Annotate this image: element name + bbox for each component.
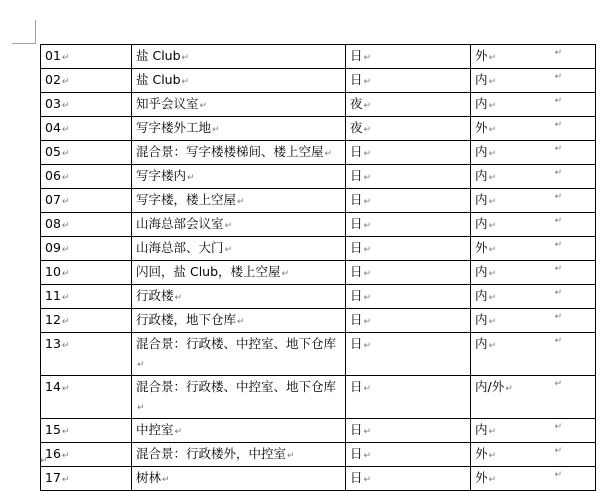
- cell-interior-exterior[interactable]: [471, 93, 596, 117]
- end-paragraph-mark: ↵: [40, 456, 48, 466]
- cell-scene-number[interactable]: [41, 285, 132, 309]
- cell-end-mark: ↵: [287, 451, 295, 461]
- cell-scene-location[interactable]: [132, 376, 346, 419]
- table-row: [41, 117, 596, 141]
- cell-day-night[interactable]: [346, 376, 471, 419]
- row-end-mark: ↵: [554, 48, 562, 58]
- cell-interior-exterior-text: 外: [475, 470, 488, 485]
- cell-scene-location[interactable]: [132, 45, 346, 69]
- cell-day-night-text: 日: [350, 336, 363, 351]
- row-end-mark: ↵: [554, 288, 562, 298]
- cell-scene-location-text: 行政楼，地下仓库: [136, 312, 237, 327]
- cell-day-night[interactable]: [346, 141, 471, 165]
- cell-interior-exterior[interactable]: [471, 237, 596, 261]
- cell-end-mark: ↵: [61, 197, 70, 207]
- cell-end-mark: ↵: [181, 77, 190, 87]
- row-end-mark: ↵: [554, 470, 562, 480]
- cell-end-mark: ↵: [174, 293, 183, 303]
- table-row: [41, 141, 596, 165]
- cell-scene-location-text: 写字楼外工地: [136, 120, 212, 135]
- cell-scene-number-text: 05: [45, 144, 61, 159]
- cell-day-night-text: 日: [350, 168, 363, 183]
- page-margin-corner-horizontal: [12, 43, 36, 44]
- cell-day-night[interactable]: [346, 165, 471, 189]
- cell-scene-location-text: 混合景：写字楼楼梯间、楼上空屋: [136, 144, 324, 159]
- cell-end-mark: ↵: [363, 384, 372, 394]
- cell-scene-location[interactable]: [132, 141, 346, 165]
- cell-end-mark: ↵: [488, 427, 497, 437]
- cell-interior-exterior-text: 内: [475, 96, 488, 111]
- cell-scene-number[interactable]: [41, 69, 132, 93]
- cell-scene-number[interactable]: [41, 93, 132, 117]
- cell-interior-exterior-text: 内: [475, 192, 488, 207]
- cell-day-night[interactable]: [346, 443, 471, 467]
- cell-end-mark: ↵: [181, 53, 190, 63]
- cell-interior-exterior-text: 外: [475, 48, 488, 63]
- cell-scene-number[interactable]: [41, 117, 132, 141]
- cell-end-mark: ↵: [363, 197, 372, 207]
- cell-scene-location-text: 写字楼内: [136, 168, 187, 183]
- cell-scene-number[interactable]: [41, 141, 132, 165]
- cell-scene-number[interactable]: [41, 419, 132, 443]
- row-end-mark: ↵: [554, 422, 562, 432]
- table-row: [41, 69, 596, 93]
- cell-end-mark: ↵: [224, 245, 233, 255]
- cell-end-mark: ↵: [61, 293, 70, 303]
- row-end-mark: ↵: [554, 216, 562, 226]
- cell-scene-location-text: 行政楼: [136, 288, 174, 303]
- cell-scene-location[interactable]: [132, 117, 346, 141]
- cell-scene-number-text: 16: [45, 446, 61, 461]
- cell-scene-location-text: 混合景：行政楼、中控室、地下仓库: [136, 379, 337, 394]
- cell-interior-exterior-text: 内: [475, 168, 488, 183]
- cell-interior-exterior[interactable]: [471, 117, 596, 141]
- cell-interior-exterior-text: 内: [475, 422, 488, 437]
- cell-end-mark: ↵: [363, 221, 372, 231]
- row-end-mark: ↵: [554, 379, 562, 389]
- cell-day-night[interactable]: [346, 117, 471, 141]
- cell-end-mark: ↵: [137, 403, 145, 413]
- cell-end-mark: ↵: [363, 317, 372, 327]
- cell-interior-exterior[interactable]: [471, 189, 596, 213]
- cell-day-night-text: 日: [350, 144, 363, 159]
- cell-interior-exterior-text: 内: [475, 144, 488, 159]
- cell-scene-number[interactable]: [41, 309, 132, 333]
- cell-scene-number[interactable]: [41, 165, 132, 189]
- table-row: [41, 213, 596, 237]
- table-row: [41, 285, 596, 309]
- cell-end-mark: ↵: [61, 475, 70, 485]
- row-end-mark: ↵: [554, 120, 562, 130]
- row-end-mark: ↵: [554, 192, 562, 202]
- cell-end-mark: ↵: [488, 451, 497, 461]
- cell-end-mark: ↵: [324, 149, 333, 159]
- scene-list-table: [40, 44, 596, 491]
- cell-scene-number-text: 09: [45, 240, 61, 255]
- row-end-mark: ↵: [554, 168, 562, 178]
- row-end-mark: ↵: [554, 336, 562, 346]
- cell-end-mark: ↵: [61, 101, 70, 111]
- cell-interior-exterior[interactable]: [471, 285, 596, 309]
- cell-scene-number-text: 15: [45, 422, 61, 437]
- scene-table-body: [41, 45, 596, 491]
- cell-scene-location-text: 山海总部会议室: [136, 216, 224, 231]
- cell-interior-exterior-text: 内: [475, 312, 488, 327]
- cell-scene-number[interactable]: [41, 237, 132, 261]
- table-row: [41, 237, 596, 261]
- cell-day-night[interactable]: [346, 45, 471, 69]
- cell-end-mark: ↵: [61, 173, 70, 183]
- cell-end-mark: ↵: [363, 451, 372, 461]
- cell-interior-exterior[interactable]: [471, 376, 596, 419]
- cell-scene-location-text: 盐 Club: [136, 72, 181, 87]
- cell-scene-number-text: 04: [45, 120, 61, 135]
- cell-day-night[interactable]: [346, 189, 471, 213]
- cell-interior-exterior-text: 内/外: [475, 379, 505, 394]
- table-row: [41, 376, 596, 419]
- cell-interior-exterior[interactable]: [471, 419, 596, 443]
- cell-day-night[interactable]: [346, 467, 471, 491]
- cell-end-mark: ↵: [212, 125, 220, 135]
- cell-day-night[interactable]: [346, 69, 471, 93]
- cell-interior-exterior-text: 内: [475, 288, 488, 303]
- cell-day-night[interactable]: [346, 419, 471, 443]
- cell-scene-number-text: 08: [45, 216, 61, 231]
- cell-end-mark: ↵: [363, 125, 372, 135]
- cell-day-night-text: 日: [350, 422, 363, 437]
- table-row: [41, 261, 596, 285]
- cell-end-mark: ↵: [237, 317, 245, 327]
- cell-scene-location[interactable]: [132, 69, 346, 93]
- cell-end-mark: ↵: [363, 269, 372, 279]
- cell-scene-location[interactable]: [132, 285, 346, 309]
- cell-scene-location[interactable]: [132, 419, 346, 443]
- table-row: [41, 443, 596, 467]
- cell-scene-location[interactable]: [132, 333, 346, 376]
- cell-end-mark: ↵: [488, 77, 497, 87]
- cell-day-night[interactable]: [346, 333, 471, 376]
- cell-end-mark: ↵: [363, 53, 372, 63]
- cell-day-night-text: 日: [350, 240, 363, 255]
- cell-end-mark: ↵: [61, 427, 70, 437]
- cell-end-mark: ↵: [363, 173, 372, 183]
- cell-day-night-text: 夜: [350, 120, 363, 135]
- cell-day-night[interactable]: [346, 285, 471, 309]
- cell-day-night[interactable]: [346, 213, 471, 237]
- cell-end-mark: ↵: [61, 384, 70, 394]
- cell-end-mark: ↵: [505, 384, 513, 394]
- cell-end-mark: ↵: [488, 293, 497, 303]
- table-row: [41, 333, 596, 376]
- cell-scene-number-text: 07: [45, 192, 61, 207]
- cell-end-mark: ↵: [162, 475, 170, 485]
- cell-day-night-text: 日: [350, 72, 363, 87]
- cell-interior-exterior[interactable]: [471, 69, 596, 93]
- cell-end-mark: ↵: [137, 360, 145, 370]
- cell-end-mark: ↵: [363, 245, 372, 255]
- cell-interior-exterior-text: 外: [475, 120, 488, 135]
- table-row: [41, 93, 596, 117]
- cell-interior-exterior-text: 内: [475, 216, 488, 231]
- cell-end-mark: ↵: [488, 475, 497, 485]
- row-end-mark: ↵: [554, 312, 562, 322]
- cell-scene-location[interactable]: [132, 261, 346, 285]
- cell-scene-number-text: 13: [45, 336, 61, 351]
- cell-scene-number-text: 14: [45, 379, 61, 394]
- cell-scene-location-text: 混合景：行政楼、中控室、地下仓库: [136, 336, 337, 351]
- row-end-mark: ↵: [554, 240, 562, 250]
- cell-interior-exterior[interactable]: [471, 45, 596, 69]
- cell-end-mark: ↵: [488, 101, 497, 111]
- cell-end-mark: ↵: [61, 77, 70, 87]
- cell-end-mark: ↵: [363, 101, 372, 111]
- table-row: [41, 165, 596, 189]
- cell-interior-exterior-text: 内: [475, 336, 488, 351]
- cell-day-night-text: 日: [350, 48, 363, 63]
- cell-interior-exterior[interactable]: [471, 309, 596, 333]
- cell-end-mark: ↵: [61, 451, 70, 461]
- cell-end-mark: ↵: [61, 221, 70, 231]
- cell-day-night-text: 日: [350, 192, 363, 207]
- cell-scene-number-text: 02: [45, 72, 61, 87]
- cell-scene-location-text: 知乎会议室: [136, 96, 199, 111]
- cell-scene-number[interactable]: [41, 333, 132, 376]
- cell-scene-number[interactable]: [41, 376, 132, 419]
- cell-day-night[interactable]: [346, 261, 471, 285]
- cell-scene-number[interactable]: [41, 467, 132, 491]
- cell-scene-number-text: 01: [45, 48, 61, 63]
- cell-scene-number-text: 10: [45, 264, 61, 279]
- cell-scene-number[interactable]: [41, 45, 132, 69]
- cell-end-mark: ↵: [488, 269, 497, 279]
- cell-day-night-text: 日: [350, 470, 363, 485]
- cell-end-mark: ↵: [488, 173, 497, 183]
- cell-end-mark: ↵: [363, 341, 372, 351]
- cell-interior-exterior[interactable]: [471, 467, 596, 491]
- cell-end-mark: ↵: [199, 101, 208, 111]
- cell-interior-exterior[interactable]: [471, 261, 596, 285]
- cell-end-mark: ↵: [61, 149, 70, 159]
- cell-scene-location[interactable]: [132, 443, 346, 467]
- cell-scene-location[interactable]: [132, 189, 346, 213]
- cell-end-mark: ↵: [61, 317, 70, 327]
- cell-interior-exterior[interactable]: [471, 333, 596, 376]
- cell-end-mark: ↵: [363, 293, 372, 303]
- cell-interior-exterior-text: 内: [475, 264, 488, 279]
- cell-scene-number[interactable]: [41, 189, 132, 213]
- cell-interior-exterior[interactable]: [471, 165, 596, 189]
- cell-scene-number[interactable]: [41, 213, 132, 237]
- cell-scene-location[interactable]: [132, 93, 346, 117]
- cell-end-mark: ↵: [363, 149, 372, 159]
- cell-scene-location-text: 写字楼，楼上空屋: [136, 192, 237, 207]
- cell-scene-number-text: 06: [45, 168, 61, 183]
- cell-day-night[interactable]: [346, 309, 471, 333]
- cell-end-mark: ↵: [363, 77, 372, 87]
- row-end-mark: ↵: [554, 96, 562, 106]
- table-row: [41, 45, 596, 69]
- table-row: [41, 419, 596, 443]
- cell-scene-location-text: 树林: [136, 470, 162, 485]
- cell-end-mark: ↵: [488, 197, 497, 207]
- cell-day-night-text: 日: [350, 446, 363, 461]
- cell-day-night[interactable]: [346, 93, 471, 117]
- cell-end-mark: ↵: [488, 221, 497, 231]
- cell-scene-location-text: 混合景：行政楼外，中控室: [136, 446, 287, 461]
- cell-end-mark: ↵: [488, 317, 497, 327]
- cell-end-mark: ↵: [61, 269, 70, 279]
- cell-day-night[interactable]: [346, 237, 471, 261]
- cell-end-mark: ↵: [237, 197, 245, 207]
- table-row: [41, 309, 596, 333]
- cell-scene-location-text: 闪回，盐 Club，楼上空屋: [136, 264, 281, 279]
- cell-scene-location[interactable]: [132, 467, 346, 491]
- cell-end-mark: ↵: [61, 125, 70, 135]
- cell-interior-exterior-text: 外: [475, 446, 488, 461]
- cell-end-mark: ↵: [224, 221, 233, 231]
- cell-end-mark: ↵: [488, 149, 497, 159]
- cell-day-night-text: 日: [350, 312, 363, 327]
- cell-interior-exterior[interactable]: [471, 213, 596, 237]
- cell-end-mark: ↵: [61, 341, 70, 351]
- row-end-mark: ↵: [554, 446, 562, 456]
- table-row: [41, 189, 596, 213]
- cell-end-mark: ↵: [488, 245, 497, 255]
- cell-day-night-text: 夜: [350, 96, 363, 111]
- cell-scene-number[interactable]: [41, 261, 132, 285]
- cell-scene-number-text: 11: [45, 288, 61, 303]
- table-row: [41, 467, 596, 491]
- cell-interior-exterior-text: 内: [475, 72, 488, 87]
- cell-scene-number-text: 12: [45, 312, 61, 327]
- row-end-mark: ↵: [554, 72, 562, 82]
- cell-end-mark: ↵: [174, 427, 183, 437]
- cell-scene-location[interactable]: [132, 309, 346, 333]
- cell-interior-exterior[interactable]: [471, 141, 596, 165]
- cell-end-mark: ↵: [363, 427, 372, 437]
- cell-scene-location-text: 山海总部、大门: [136, 240, 224, 255]
- cell-end-mark: ↵: [488, 125, 497, 135]
- cell-end-mark: ↵: [281, 269, 290, 279]
- cell-scene-location-text: 盐 Club: [136, 48, 181, 63]
- cell-scene-location[interactable]: [132, 165, 346, 189]
- cell-scene-location-text: 中控室: [136, 422, 174, 437]
- cell-scene-location[interactable]: [132, 213, 346, 237]
- cell-day-night-text: 日: [350, 216, 363, 231]
- cell-scene-number-text: 03: [45, 96, 61, 111]
- cell-end-mark: ↵: [488, 341, 497, 351]
- cell-day-night-text: 日: [350, 288, 363, 303]
- cell-end-mark: ↵: [61, 53, 70, 63]
- cell-scene-location[interactable]: [132, 237, 346, 261]
- cell-end-mark: ↵: [488, 53, 497, 63]
- page-margin-corner-vertical: [35, 20, 36, 44]
- cell-scene-number-text: 17: [45, 470, 61, 485]
- cell-end-mark: ↵: [363, 475, 372, 485]
- row-end-mark: ↵: [554, 264, 562, 274]
- cell-day-night-text: 日: [350, 264, 363, 279]
- cell-interior-exterior[interactable]: [471, 443, 596, 467]
- cell-interior-exterior-text: 外: [475, 240, 488, 255]
- row-end-mark: ↵: [554, 144, 562, 154]
- cell-day-night-text: 日: [350, 379, 363, 394]
- cell-scene-number[interactable]: [41, 443, 132, 467]
- cell-end-mark: ↵: [187, 173, 195, 183]
- cell-end-mark: ↵: [61, 245, 70, 255]
